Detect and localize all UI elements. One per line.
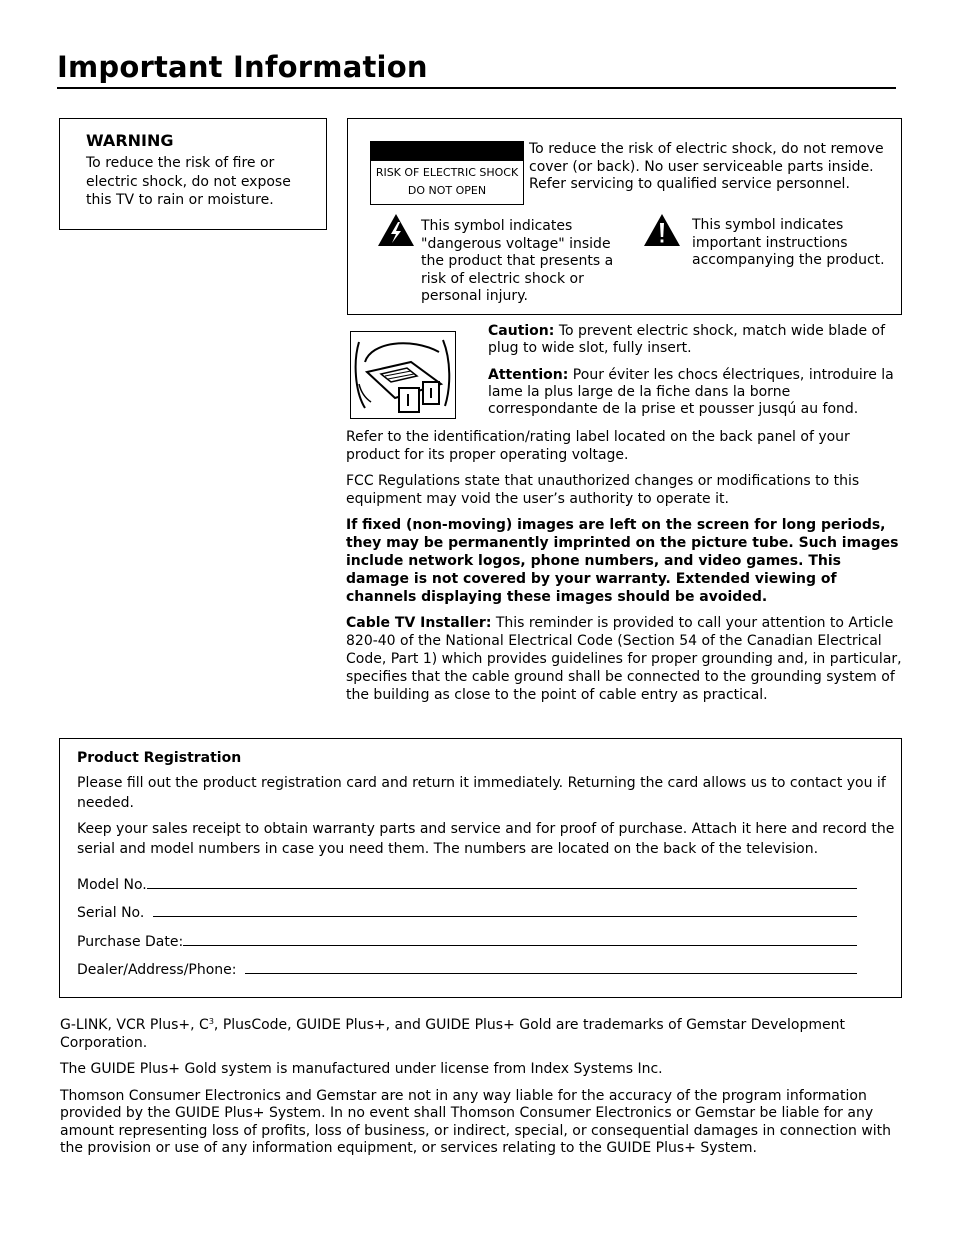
warning-heading: WARNING [86,131,174,150]
exclamation-triangle-icon [642,212,682,248]
product-registration-box [59,738,902,998]
lightning-triangle-icon [376,212,416,248]
trademark-text-end: , PlusCode, GUIDE Plus+, and GUIDE Plus+ Gold are trademarks of Gemstar Development Corporation. [60,1017,846,1051]
serial-number-field[interactable] [77,895,857,924]
liability-notice: Thomson Consumer Electronics and Gemstar are not in any way liable for the accuracy of the program information provided by the GUIDE Plus+ System. In no event shall Thomson Consumer Electronics or Gemstar be liable for any amount representing loss of profits, loss of business, or indirect, special, or consequential damages in connection with the provision or use of any information equipment, or services relating to the GUIDE Plus+ System. [60,1087,892,1156]
purchase-date-label: Purchase Date: [77,933,184,950]
label-line-1: RISK OF ELECTRIC SHOCK [375,166,519,179]
registration-paragraph-2: Keep your sales receipt to obtain warranty parts and service and for proof of purchase. Attach it here and record the serial and model numbers in case you need them. The numbers are located on the back of the television. [77,821,895,857]
registration-paragraph-1: Please fill out the product registration card and return it immediately. Returning the card allows us to contact you if needed. [77,775,886,811]
polarized-plug-illustration [350,331,456,419]
trademark-superscript: 3 [208,1017,214,1026]
license-notice: The GUIDE Plus+ Gold system is manufactured under license from Index Systems Inc. [60,1061,663,1077]
fixed-images-warning: If fixed (non-moving) images are left on the screen for long periods, they may be permanently imprinted on the picture tube. Such images include network logos, phone numbers, and video games. This damage is not covered by your warranty. Extended viewing of channels displaying these images should be avoided. [346,517,899,605]
dealer-field[interactable] [77,952,857,981]
model-number-label: Model No. [77,876,147,893]
serial-number-label: Serial No. [77,905,154,921]
model-number-field[interactable] [77,866,857,895]
fcc-notice: FCC Regulations state that unauthorized changes or modifications to this equipment may void the user’s authority to operate it. [346,473,860,507]
caution-text: To prevent electric shock, match wide blade of plug to wide slot, fully insert. [488,323,886,356]
trademark-notice [60,1017,900,1052]
warning-box [59,118,327,230]
attention-paragraph [488,367,903,418]
plug-caution-text [488,323,903,428]
label-black-bar [371,142,523,161]
cable-installer-label: Cable TV Installer: [346,615,492,631]
registration-heading: Product Registration [77,750,242,766]
purchase-date-line[interactable] [183,931,857,946]
footer-notices [60,1017,900,1167]
purchase-date-field[interactable] [77,923,857,952]
caution-paragraph [488,323,903,357]
notices-section [346,428,904,712]
cover-warning-text: To reduce the risk of electric shock, do not remove cover (or back). No user serviceable parts inside. Refer servicing to qualified service personnel. [529,141,884,192]
shock-warning-label [370,141,524,205]
voltage-symbol-text: This symbol indicates "dangerous voltage" inside the product that presents a risk of electric shock or personal injury. [421,218,614,304]
serial-number-line[interactable] [153,902,857,917]
instructions-symbol-text: This symbol indicates important instructions accompanying the product. [692,217,885,268]
title-divider [57,87,896,89]
model-number-line[interactable] [147,874,857,889]
page-title: Important Information [57,50,428,84]
trademark-text-start: G-LINK, VCR Plus+, C [60,1017,209,1033]
attention-label: Attention: [488,367,569,383]
caution-label: Caution: [488,323,555,339]
shock-symbols-box [347,118,902,315]
warning-text: To reduce the risk of fire or electric shock, do not expose this TV to rain or moisture. [86,155,291,208]
plug-icon [351,332,454,417]
dealer-line[interactable] [245,959,857,974]
label-line-2: DO NOT OPEN [407,184,487,197]
cable-installer-notice [346,614,904,704]
dealer-label: Dealer/Address/Phone: [77,962,246,978]
attention-text: Pour éviter les chocs électriques, introduire la lame la plus large de la fiche dans la borne correspondante de la prise et pousser jusqú au fond. [488,367,894,417]
rating-label-notice: Refer to the identification/rating label located on the back panel of your product for its proper operating voltage. [346,429,850,463]
cable-installer-text: This reminder is provided to call your attention to Article 820-40 of the National Electrical Code (Section 54 of the Canadian Electrical Code, Part 1) which provides guidelines for proper grounding and, in particular, specifies that the cable ground shall be connected to the grounding system of the building as close to the point of cable entry as practical. [346,615,902,703]
